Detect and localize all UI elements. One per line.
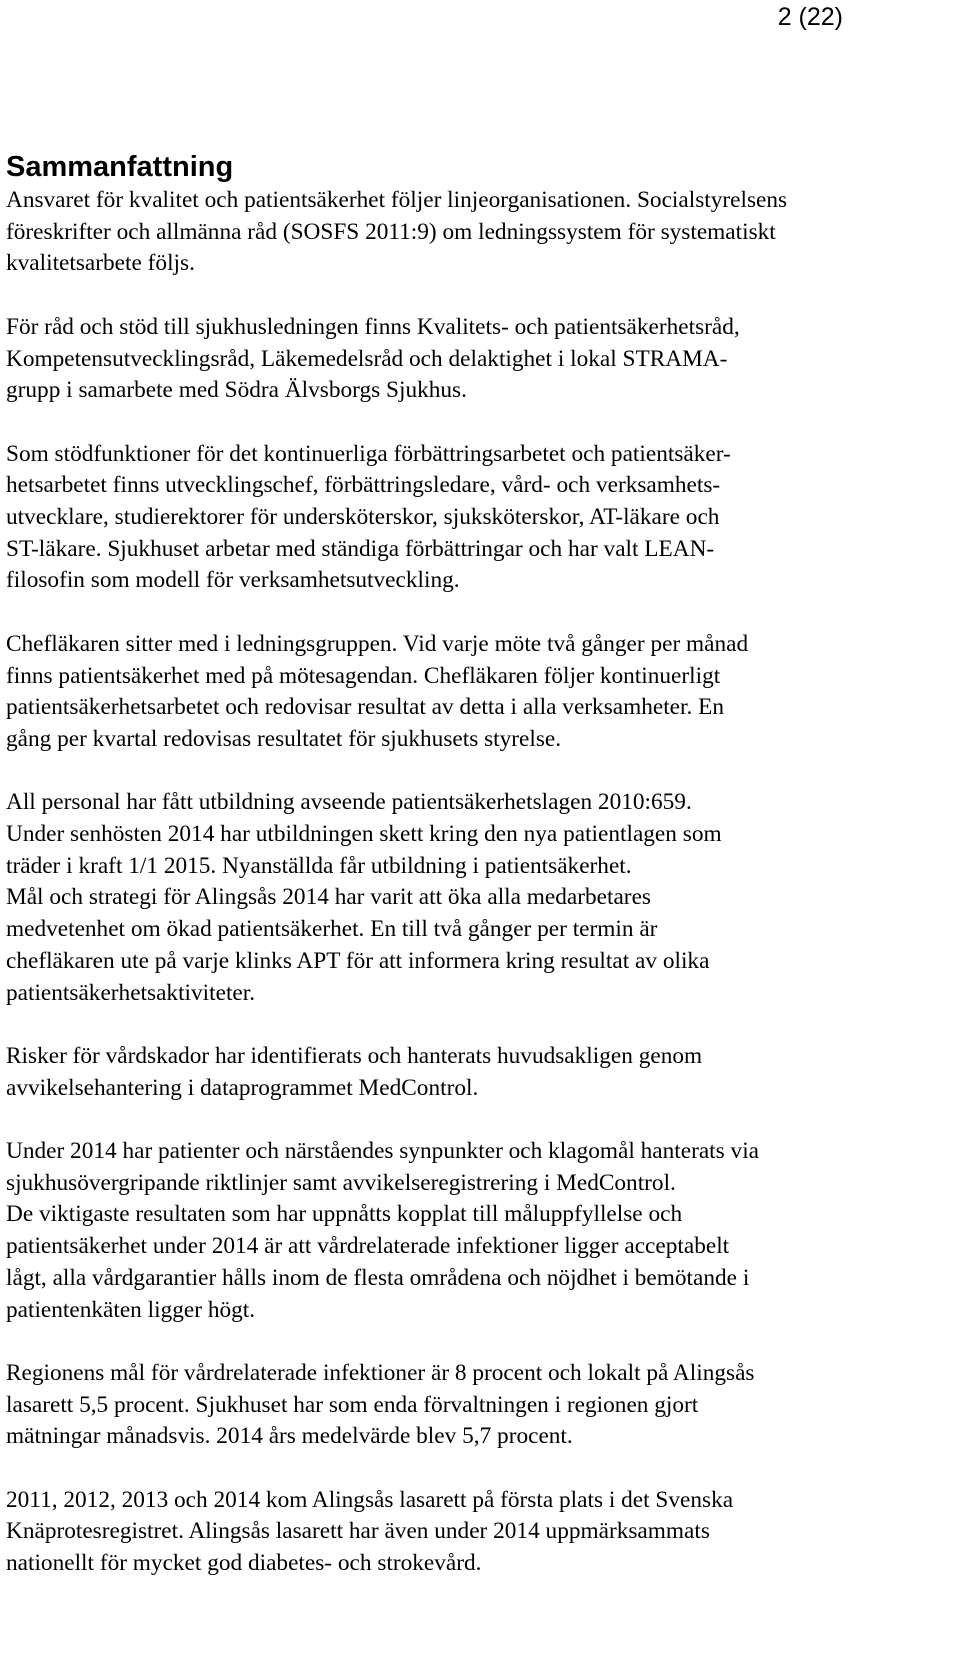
- paragraph: [6, 185, 946, 280]
- paragraph-container: [6, 185, 946, 1580]
- paragraph: [6, 787, 946, 1009]
- paragraph: [6, 1358, 946, 1453]
- text-line: lasarett 5,5 procent. Sjukhuset har som enda förvaltningen i regionen gjort: [6, 1391, 699, 1418]
- paragraph: [6, 1041, 946, 1104]
- text-line: medvetenhet om ökad patientsäkerhet. En till två gånger per termin är: [6, 916, 658, 943]
- document-body: [6, 149, 946, 1612]
- text-line: finns patientsäkerhet med på mötesagendan. Chefläkaren följer kontinuerligt: [6, 662, 721, 689]
- text-line: All personal har fått utbildning avseende patientsäkerhetslagen 2010:659.: [6, 789, 692, 816]
- text-line: träder i kraft 1/1 2015. Nyanställda får utbildning i patientsäkerhet.: [6, 852, 632, 879]
- text-line: utvecklare, studierektorer för undersköterskor, sjuksköterskor, AT-läkare och: [6, 504, 720, 530]
- text-line: sjukhusövergripande riktlinjer samt avvikelseregistrering i MedControl.: [6, 1169, 676, 1196]
- text-line: chefläkaren ute på varje klinks APT för att informera kring resultat av olika: [6, 947, 710, 974]
- text-line: Under 2014 har patienter och närståendes synpunkter och klagomål hanterats via: [6, 1138, 760, 1164]
- text-line: 2011, 2012, 2013 och 2014 kom Alingsås lasarett på första plats i det Svenska: [6, 1486, 734, 1513]
- paragraph: [6, 439, 946, 598]
- page-number: 2 (22): [777, 3, 843, 31]
- text-line: Som stödfunktioner för det kontinuerliga förbättringsarbetet och patientsäker-: [6, 440, 731, 467]
- text-line: patientsäkerhetsarbetet och redovisar resultat av detta i alla verksamheter. En: [6, 694, 725, 721]
- paragraph: [6, 1136, 946, 1326]
- text-line: föreskrifter och allmänna råd (SOSFS 2011:9) om ledningssystem för systematiskt: [6, 218, 776, 245]
- text-line: gång per kvartal redovisas resultatet för sjukhusets styrelse.: [6, 725, 562, 752]
- text-line: filosofin som modell för verksamhetsutveckling.: [6, 567, 460, 594]
- text-line: Mål och strategi för Alingsås 2014 har varit att öka alla medarbetares: [6, 884, 651, 911]
- text-line: Risker för vårdskador har identifierats och hanterats huvudsakligen genom: [6, 1042, 703, 1069]
- text-line: kvalitetsarbete följs.: [6, 250, 195, 277]
- paragraph: [6, 1485, 946, 1580]
- text-line: Under senhösten 2014 har utbildningen skett kring den nya patientlagen som: [6, 821, 722, 847]
- paragraph: [6, 312, 946, 407]
- text-line: Regionens mål för vårdrelaterade infektioner är 8 procent och lokalt på Alingsås: [6, 1359, 755, 1386]
- text-line: hetsarbetet finns utvecklingschef, förbättringsledare, vård- och verksamhets-: [6, 472, 721, 499]
- text-line: patientsäkerhet under 2014 är att vårdrelaterade infektioner ligger acceptabelt: [6, 1233, 730, 1260]
- text-line: avvikelsehantering i dataprogrammet MedControl.: [6, 1074, 479, 1101]
- text-line: Chefläkaren sitter med i ledningsgruppen. Vid varje möte två gånger per månad: [6, 630, 749, 657]
- text-line: patientsäkerhetsaktiviteter.: [6, 979, 256, 1006]
- text-line: grupp i samarbete med Södra Älvsborgs Sjukhus.: [6, 377, 467, 404]
- text-line: För råd och stöd till sjukhusledningen finns Kvalitets- och patientsäkerhetsråd,: [6, 313, 740, 340]
- text-line: ST-läkare. Sjukhuset arbetar med ständiga förbättringar och har valt LEAN-: [6, 535, 715, 562]
- text-line: lågt, alla vårdgarantier hålls inom de flesta områdena och nöjdhet i bemötande i: [6, 1264, 750, 1291]
- text-line: nationellt för mycket god diabetes- och strokevård.: [6, 1550, 482, 1577]
- section-title: Sammanfattning: [6, 151, 234, 183]
- paragraph: [6, 629, 946, 756]
- text-line: Knäprotesregistret. Alingsås lasarett har även under 2014 uppmärksammats: [6, 1518, 710, 1545]
- text-line: De viktigaste resultaten som har uppnåtts kopplat till måluppfyllelse och: [6, 1201, 683, 1228]
- text-line: mätningar månadsvis. 2014 års medelvärde blev 5,7 procent.: [6, 1423, 573, 1450]
- text-line: patientenkäten ligger högt.: [6, 1296, 256, 1323]
- text-line: Kompetensutvecklingsråd, Läkemedelsråd och delaktighet i lokal STRAMA-: [6, 345, 728, 372]
- text-line: Ansvaret för kvalitet och patientsäkerhet följer linjeorganisationen. Socialstyrelsens: [6, 187, 788, 213]
